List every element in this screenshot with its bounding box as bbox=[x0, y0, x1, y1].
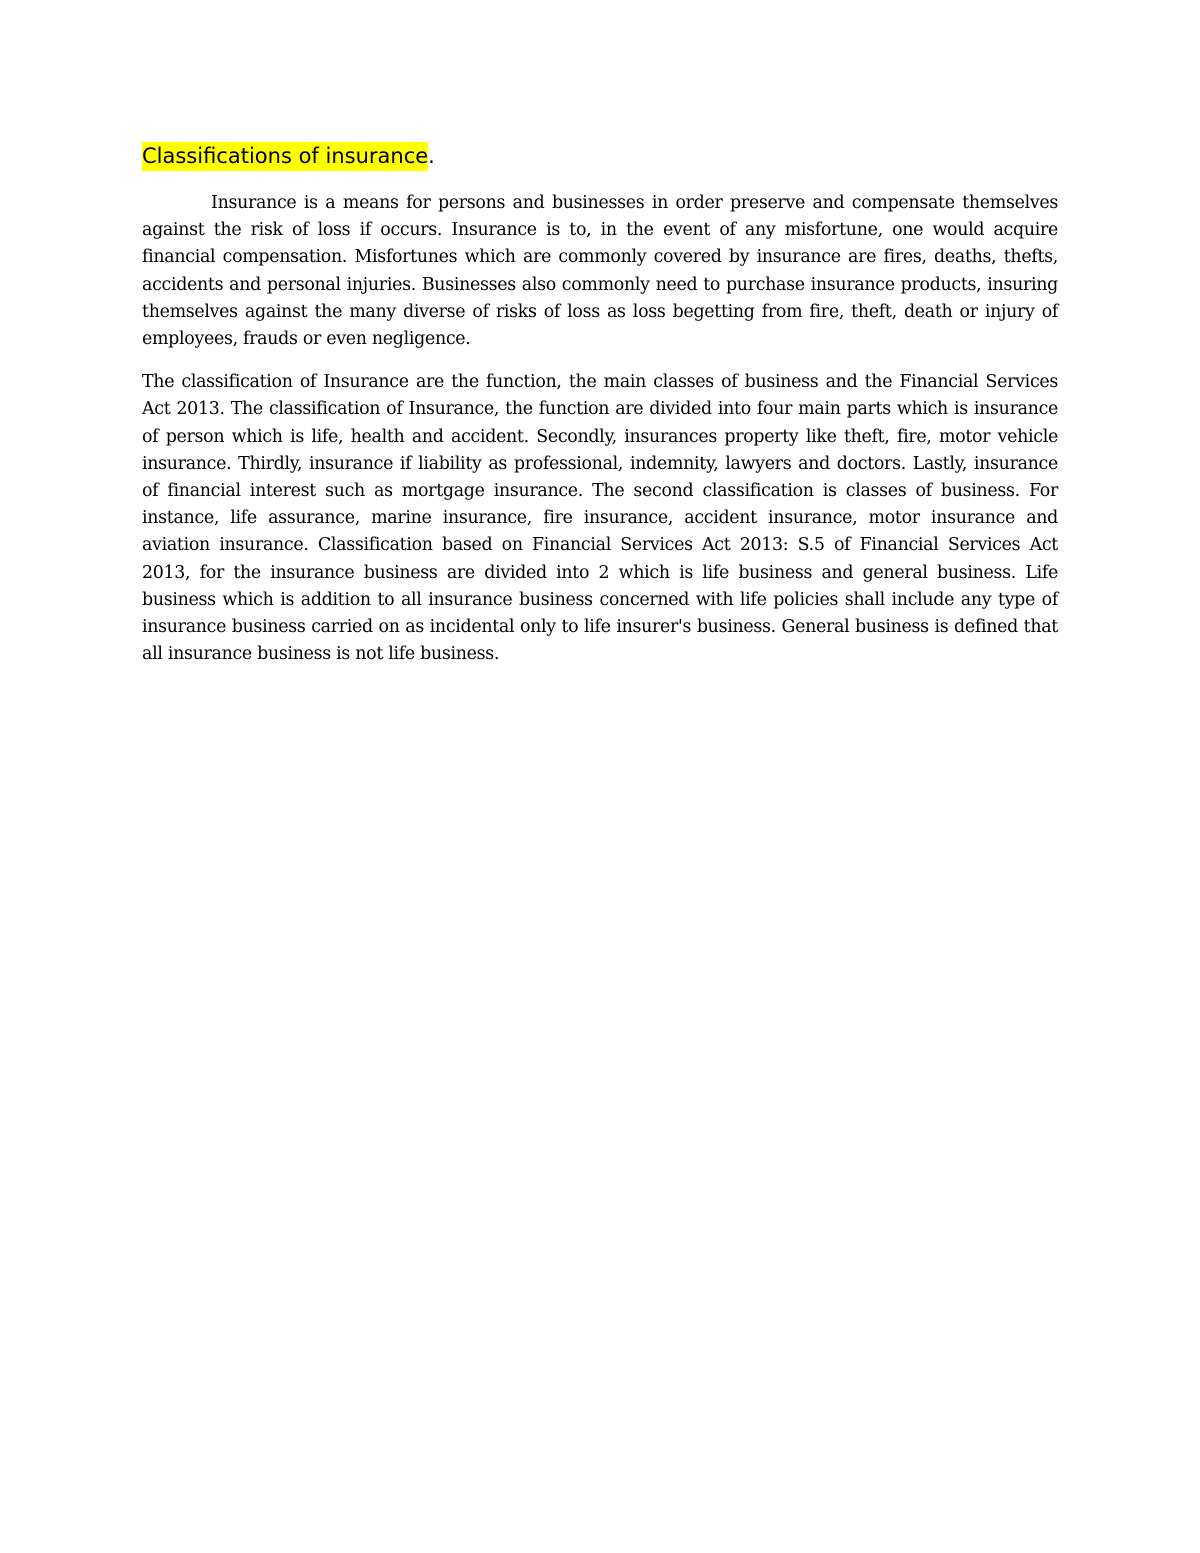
heading-period: . bbox=[428, 144, 435, 168]
paragraph-intro: Insurance is a means for persons and businesses in order preserve and compensate themselves against the risk of loss if occurs. Insurance is to, in the event of any misfortune, one would acquire financial compensation. Misfortunes which are commonly covered by insurance are fires, deaths, thefts, accidents and personal injuries. Businesses also commonly need to purchase insurance products, insuring themselves against the many diverse of risks of loss as loss begetting from fire, theft, death or injury of employees, frauds or even negligence. bbox=[142, 193, 1058, 350]
document-heading bbox=[142, 140, 1058, 172]
paragraph-classification: The classification of Insurance are the function, the main classes of business and the Financial Services Act 2013. The classification of Insurance, the function are divided into four main parts which is insurance of person which is life, health and accident. Secondly, insurances property like theft, fire, motor vehicle insurance. Thirdly, insurance if liability as professional, indemnity, lawyers and doctors. Lastly, insurance of financial interest such as mortgage insurance. The second classification is classes of business. For instance, life assurance, marine insurance, fire insurance, accident insurance, motor insurance and aviation insurance. Classification based on Financial Services Act 2013: S.5 of Financial Services Act 2013, for the insurance business are divided into 2 which is life business and general business. Life business which is addition to all insurance business concerned with life policies shall include any type of insurance business carried on as incidental only to life insurer's business. General business is defined that all insurance business is not life business. bbox=[142, 372, 1058, 665]
heading-highlight: Classifications of insurance bbox=[142, 142, 428, 171]
document-body bbox=[142, 140, 1058, 684]
